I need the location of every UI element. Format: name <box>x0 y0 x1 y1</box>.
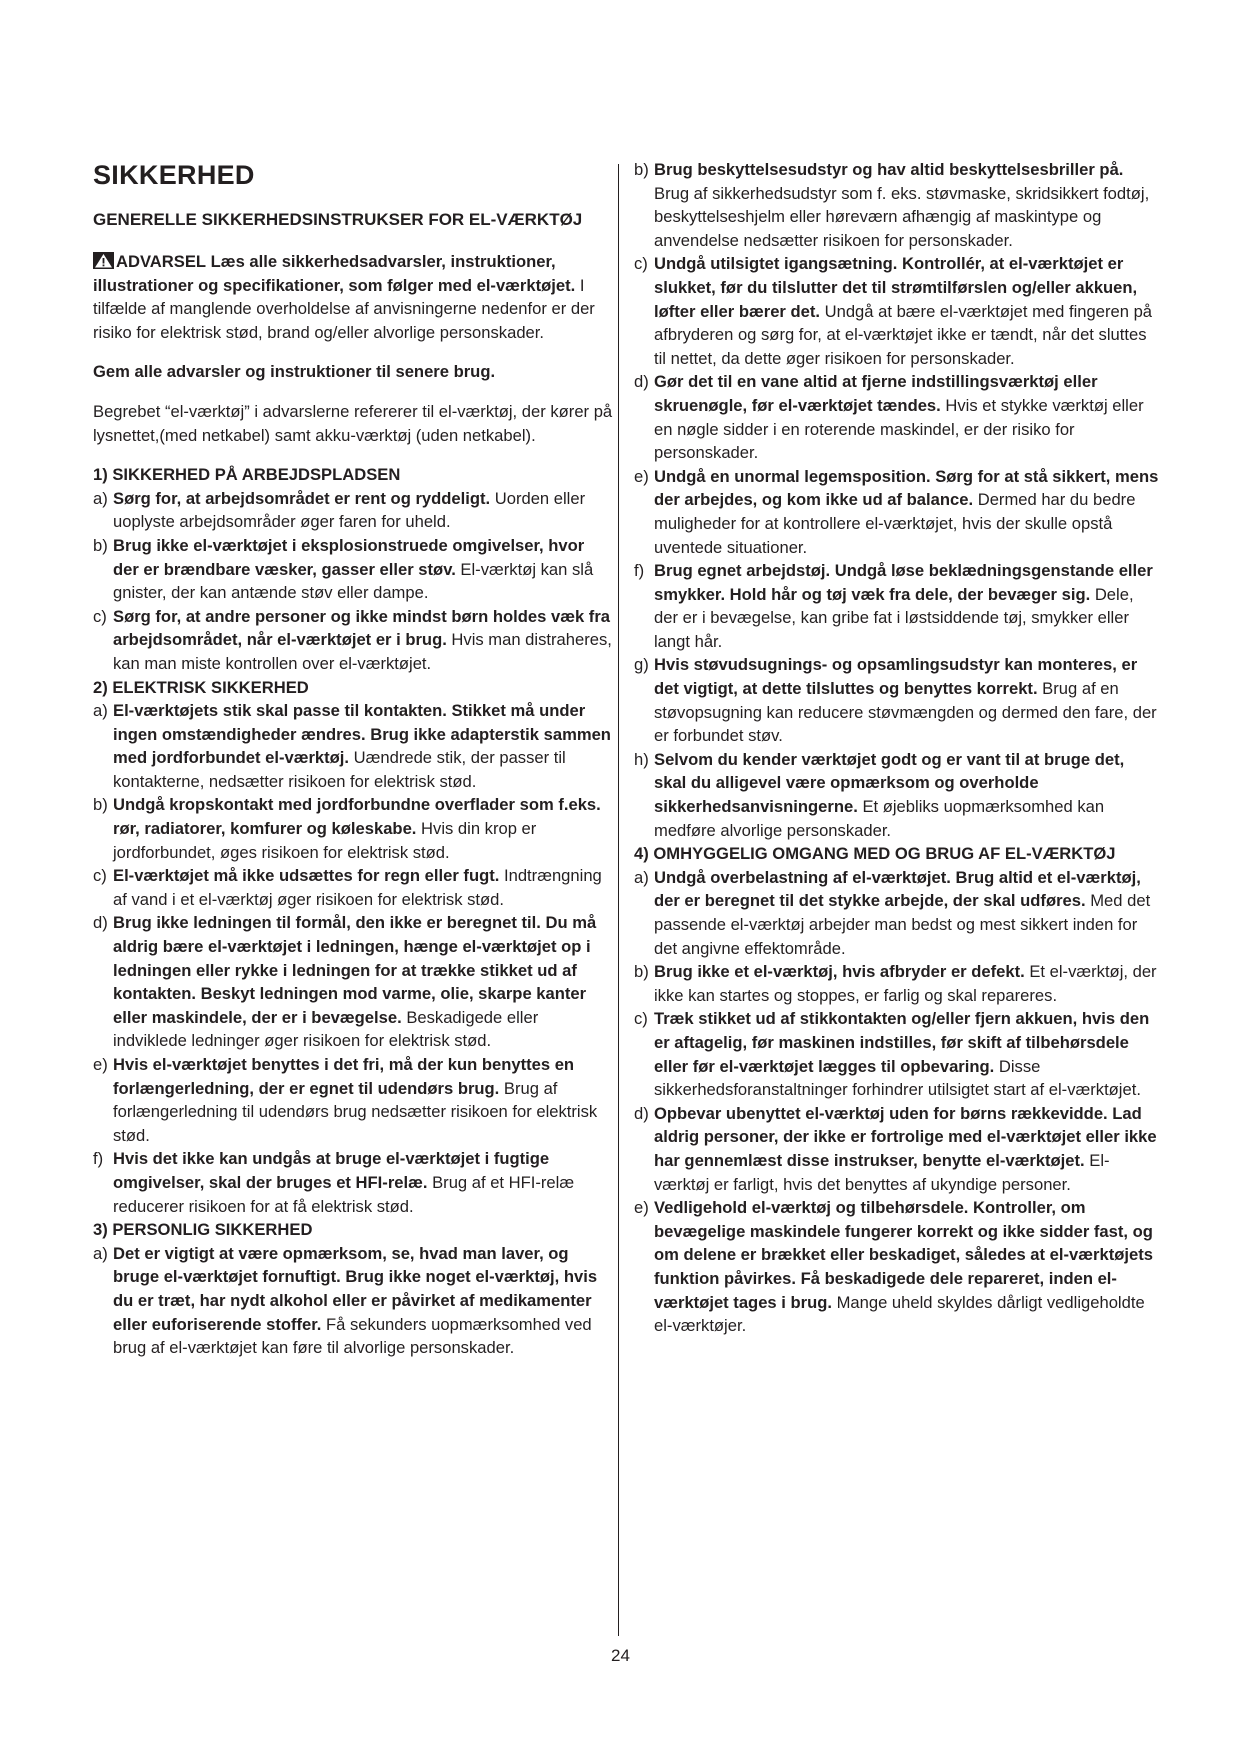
item-text: Dermed har du bedre muligheder for at kontrollere el-værktøjet, hvis der skulle opstå uventede situationer. <box>654 490 1136 557</box>
item-letter: d) <box>634 1103 649 1123</box>
list-item <box>93 1242 613 1360</box>
list-item <box>93 699 613 793</box>
list-item <box>634 465 1159 559</box>
list-item <box>634 370 1159 464</box>
left-column <box>93 158 613 1360</box>
section-heading: 1) SIKKERHED PÅ ARBEJDSPLADSEN <box>93 465 401 485</box>
item-text: Brug af en støvopsugning kan reducere støvmængden og dermed den fare, der er forbundet støv. <box>654 679 1157 746</box>
item-bold-text: Hvis støvudsugnings- og opsamlingsudstyr kan monteres, er det vigtigt, at dette tilsluttes og benyttes korrekt. <box>654 655 1138 699</box>
intro-paragraph: Begrebet “el-værktøj” i advarslerne refererer til el-værktøj, der kører på lysnettet,(med netkabel) samt akku-værktøj (uden netkabel). <box>93 401 613 445</box>
item-bold-text: Brug egnet arbejdstøj. Undgå løse beklædningsgenstande eller smykker. Hold hår og tøj væk fra dele, der bevæger sig. <box>654 561 1153 604</box>
item-letter: b) <box>93 535 108 555</box>
list-item <box>634 1007 1159 1101</box>
item-letter: h) <box>634 749 649 769</box>
list-item <box>93 864 613 911</box>
right-column <box>634 158 1159 1338</box>
list-item <box>93 911 613 1053</box>
item-text: El-værktøj kan slå gnister, der kan antænde støv eller dampe. <box>113 559 594 603</box>
list-item <box>93 1053 613 1147</box>
item-letter: e) <box>634 1198 649 1218</box>
item-bold-text: El-værktøjet må ikke udsættes for regn eller fugt. <box>113 866 500 886</box>
item-text: Undgå at bære el-værktøjet med fingeren på afbryderen og sørg for, at el-værktøjet ikke er tændt, når det sluttes til nettet, da dette øger risikoen for personskader. <box>654 301 1153 368</box>
item-bold-text: Undgå kropskontakt med jordforbundne overflader som f.eks. rør, radiatorer, komfurer og køleskabe. <box>113 795 601 839</box>
item-text: Et øjebliks uopmærksomhed kan medføre alvorlige personskader. <box>654 797 1105 840</box>
item-bold-text: Sørg for, at andre personer og ikke mindst børn holdes væk fra arbejdsområdet, når el-værktøjet er i brug. <box>113 606 611 650</box>
item-bold-text: El-værktøjets stik skal passe til kontakten. Stikket må under ingen omstændigheder ændres. Brug ikke adapterstik sammen med jordforbundet el-værktøj. <box>113 701 611 768</box>
item-letter: c) <box>634 254 648 274</box>
list-item <box>634 1102 1159 1196</box>
item-bold-text: Hvis el-værktøjet benyttes i det fri, må der kun benyttes en forlængerledning, der er egnet til udendørs brug. <box>113 1055 575 1098</box>
item-bold-text: Opbevar ubenyttet el-værktøj uden for børns rækkevidde. Lad aldrig personer, der ikke er fortrolige med el-værktøjet eller ikke har gennemlæst disse instrukser, benytte el-værktøjet. <box>654 1103 1157 1170</box>
list-item <box>93 605 613 676</box>
list-item <box>634 866 1159 960</box>
item-letter: e) <box>93 1055 108 1074</box>
warning-text: I tilfælde af manglende overholdelse af anvisningerne nedenfor er der risiko for elektrisk stød, brand og/eller alvorlige personskader. <box>93 275 595 342</box>
item-letter: a) <box>93 701 108 721</box>
item-bold-text: Brug ikke ledningen til formål, den ikke er beregnet til. Du må aldrig bære el-værktøjet i ledningen, hænge el-værktøjet op i ledningen eller rykke i ledningen for at trække stikket ud af kontakten. Beskyt ledningen mod varme, olie, skarpe kanter eller maskindele, der er i bevægelse. <box>113 913 597 1027</box>
item-bold-text: Selvom du kender værktøjet godt og er vant til at bruge det, skal du alligevel være opmærksom og overholde sikkerhedsanvisningerne. <box>654 749 1125 817</box>
list-item <box>634 653 1159 747</box>
warning-paragraph <box>93 250 613 344</box>
item-text: Beskadigede eller indviklede ledninger øger risikoen for elektrisk stød. <box>113 1007 539 1051</box>
item-text: Med det passende el-værktøj arbejder man bedst og mest sikkert inden for det angivne effektområde. <box>654 891 1151 958</box>
item-letter: b) <box>634 160 649 179</box>
item-letter: b) <box>634 962 649 982</box>
item-text: Uorden eller uoplyste arbejdsområder øger faren for uheld. <box>113 488 586 532</box>
item-text: Dele, der er i bevægelse, kan gribe fat i løstsiddende tøj, smykker eller langt hår. <box>654 584 1134 651</box>
list-item <box>634 748 1159 842</box>
item-text: Hvis et stykke værktøj eller en nøgle sidder i en roterende maskindel, er der risiko for personskader. <box>654 395 1144 463</box>
warning-bold-text: Læs alle sikkerhedsadvarsler, instruktioner, illustrationer og specifikationer, som følger med el-værktøjet. <box>93 252 576 295</box>
general-safety-heading: GENERELLE SIKKERHEDSINSTRUKSER FOR EL-VÆRKTØJ <box>93 210 583 229</box>
item-text: Brug af forlængerledning til udendørs brug nedsætter risikoen for elektrisk stød. <box>113 1078 598 1145</box>
item-bold-text: Brug beskyttelsesudstyr og hav altid beskyttelsesbriller på. <box>654 160 1124 179</box>
list-item <box>634 960 1159 1007</box>
item-letter: b) <box>93 795 108 815</box>
warning-label: ADVARSEL <box>116 252 207 271</box>
item-bold-text: Det er vigtigt at være opmærksom, se, hvad man laver, og bruge el-værktøjet fornuftigt. Brug ikke noget el-værktøj, hvis du er træt, har nydt alkohol eller er påvirket af medikamenter eller euforiserende stoffer. <box>113 1243 598 1334</box>
item-letter: a) <box>93 1243 108 1263</box>
list-item <box>93 793 613 864</box>
item-letter: c) <box>93 866 107 886</box>
left-sections <box>93 463 613 1360</box>
item-letter: f) <box>93 1149 104 1169</box>
list-item <box>634 158 1159 252</box>
item-text: Hvis man distraheres, kan man miste kontrollen over el-værktøjet. <box>113 630 612 673</box>
page-number: 24 <box>611 1646 630 1665</box>
item-letter: g) <box>634 655 649 675</box>
keep-instructions-note: Gem alle advarsler og instruktioner til senere brug. <box>93 362 496 382</box>
item-bold-text: Gør det til en vane altid at fjerne indstillingsværktøj eller skruenøgle, før el-værktøjet tændes. <box>654 372 1098 415</box>
item-bold-text: Brug ikke et el-værktøj, hvis afbryder er defekt. <box>654 962 1025 982</box>
item-letter: a) <box>93 488 108 508</box>
item-text: Indtrængning af vand i et el-værktøj øger risikoen for elektrisk stød. <box>113 866 602 909</box>
item-bold-text: Undgå utilsigtet igangsætning. Kontrollér, at el-værktøjet er slukket, før du tilslutter det til strømtilførslen og/eller akkuen, løfter eller bærer det. <box>654 254 1138 321</box>
section-heading: 3) PERSONLIG SIKKERHED <box>93 1220 313 1240</box>
item-text: Et el-værktøj, der ikke kan startes og stoppes, er farlig og skal repareres. <box>654 962 1157 1005</box>
item-bold-text: Træk stikket ud af stikkontakten og/eller fjern akkuen, hvis den er aftagelig, før maskinen indstilles, før skift af tilbehørsdele eller før el-værktøjet lægges til opbevaring. <box>654 1009 1150 1076</box>
item-letter: e) <box>634 466 649 486</box>
item-bold-text: Vedligehold el-værktøj og tilbehørsdele. Kontroller, om bevægelige maskindele fungerer korrekt og ikke sidder fast, og om delene er brækket eller beskadiget, således at el-værktøjets funktion påvirkes. Få beskadigede dele repareret, inden el-værktøjet tages i brug. <box>654 1198 1153 1312</box>
item-bold-text: Brug ikke el-værktøjet i eksplosionstruede omgivelser, hvor der er brændbare væsker, gasser eller støv. <box>113 535 585 579</box>
section-heading: 2) ELEKTRISK SIKKERHED <box>93 677 309 697</box>
list-item <box>634 559 1159 653</box>
list-item <box>93 487 613 534</box>
item-letter: d) <box>93 913 108 933</box>
item-bold-text: Hvis det ikke kan undgås at bruge el-værktøjet i fugtige omgivelser, skal der bruges et HFI-relæ. <box>113 1149 550 1192</box>
column-divider <box>618 164 619 1636</box>
section-heading: 4) OMHYGGELIG OMGANG MED OG BRUG AF EL-VÆRKTØJ <box>634 844 1116 864</box>
list-item <box>93 1147 613 1218</box>
item-bold-text: Undgå en unormal legemsposition. Sørg for at stå sikkert, mens der arbejdes, og kom ikke ud af balance. <box>654 466 1159 510</box>
item-letter: c) <box>93 606 107 626</box>
page-title: SIKKERHED <box>93 160 255 190</box>
list-item <box>634 1196 1159 1338</box>
item-bold-text: Undgå overbelastning af el-værktøjet. Brug altid et el-værktøj, der er beregnet til det stykke arbejde, der skal udføres. <box>654 867 1141 911</box>
item-letter: c) <box>634 1009 648 1029</box>
item-text: Få sekunders uopmærksomhed ved brug af el-værktøjet kan føre til alvorlige personskader. <box>113 1314 592 1358</box>
item-bold-text: Sørg for, at arbejdsområdet er rent og ryddeligt. <box>113 488 491 508</box>
item-text: Uændrede stik, der passer til kontakterne, nedsætter risikoen for elektrisk stød. <box>113 748 566 791</box>
item-letter: d) <box>634 372 649 392</box>
item-letter: f) <box>634 561 645 581</box>
item-text: Mange uheld skyldes dårligt vedligeholdte el-værktøjer. <box>654 1292 1145 1336</box>
right-sections <box>634 158 1159 1338</box>
list-item <box>93 534 613 605</box>
item-text: Hvis din krop er jordforbundet, øges risikoen for elektrisk stød. <box>113 819 537 862</box>
list-item <box>634 252 1159 370</box>
item-text: El-værktøj er farligt, hvis det benyttes af ukyndige personer. <box>654 1150 1110 1194</box>
item-text: Disse sikkerhedsforanstaltninger forhindrer utilsigtet start af el-værktøjet. <box>654 1056 1141 1100</box>
warning-triangle-icon <box>93 252 114 269</box>
item-letter: a) <box>634 867 649 887</box>
item-text: Brug af et HFI-relæ reducerer risikoen for at få elektrisk stød. <box>113 1172 575 1216</box>
item-text: Brug af sikkerhedsudstyr som f. eks. støvmaske, skridsikkert fodtøj, beskyttelseshjelm eller høreværn afhængig af maskintype og anvendelse nedsætter risikoen for personskader. <box>654 183 1150 250</box>
